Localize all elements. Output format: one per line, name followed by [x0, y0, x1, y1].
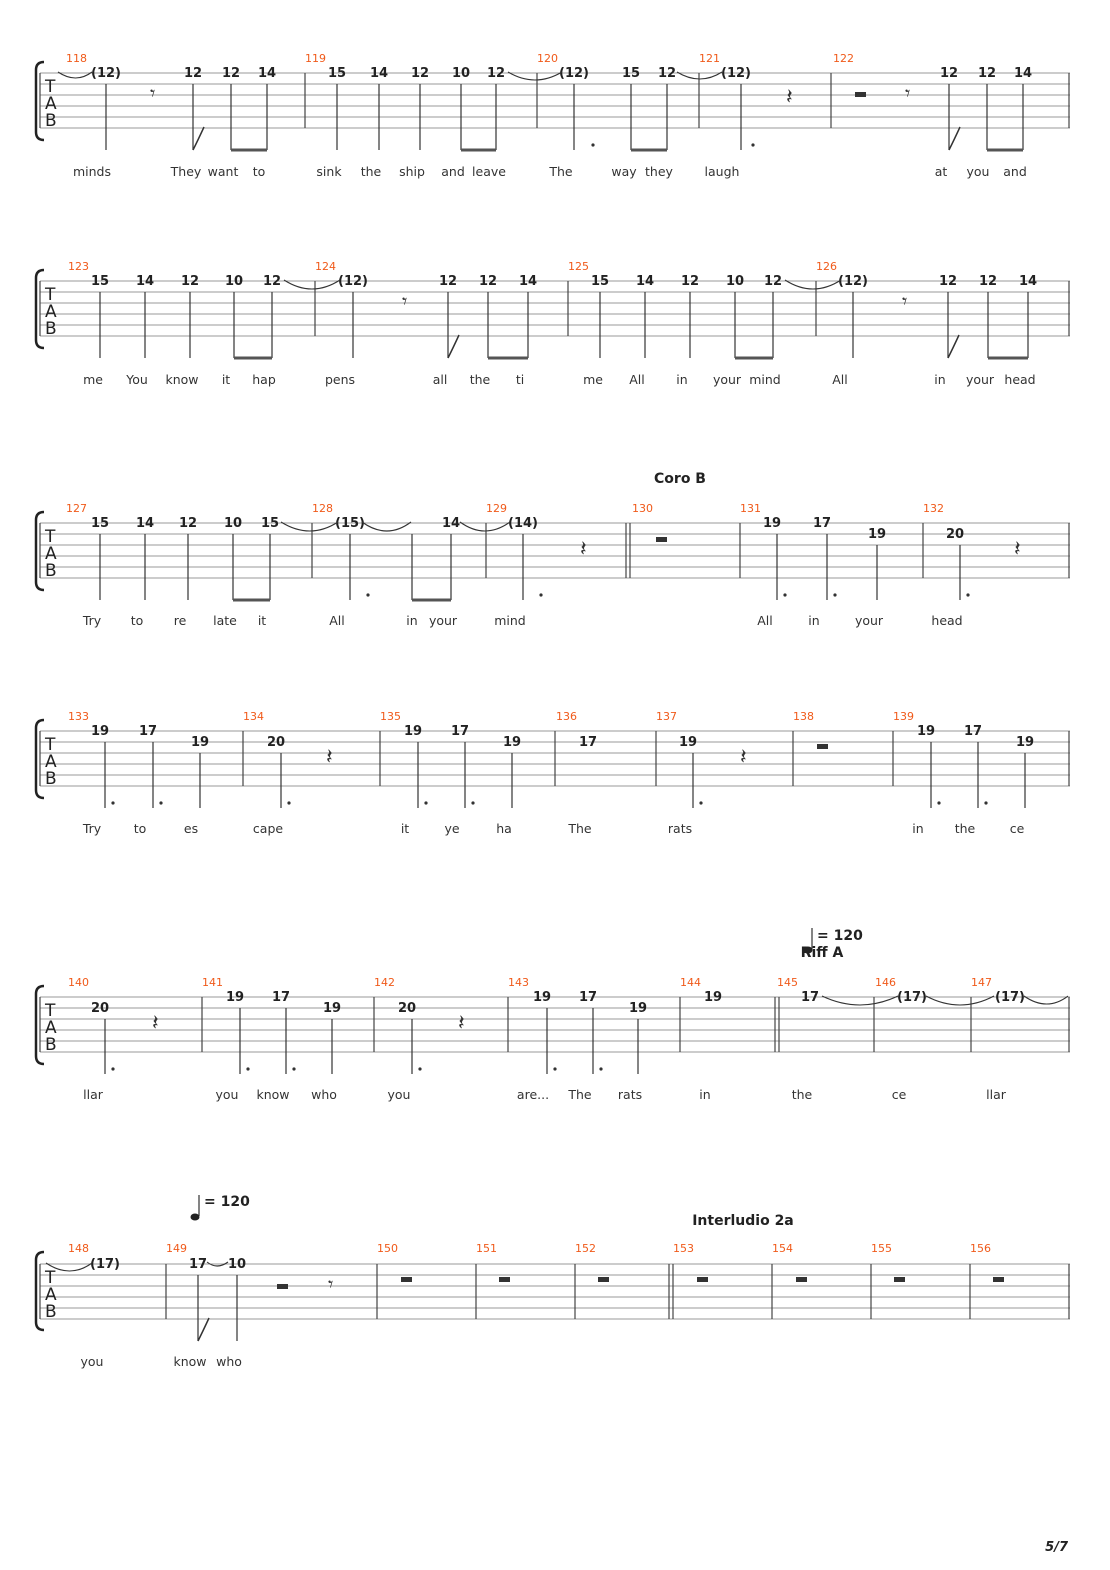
quarter-rest: 𝄽	[152, 1011, 159, 1036]
lyric: laugh	[704, 164, 740, 179]
lyric: late	[213, 613, 237, 628]
lyric: know	[165, 372, 199, 387]
tab-clef-a: A	[45, 94, 57, 114]
bar-number: 130	[632, 502, 653, 515]
fret-number: 12	[486, 66, 506, 81]
fret-number: 20	[90, 1001, 110, 1016]
bar-number: 140	[68, 976, 89, 989]
lyric: you	[215, 1087, 239, 1102]
lyric: Try	[82, 613, 102, 628]
tab-system	[36, 1194, 1070, 1369]
fret-number: 20	[397, 1001, 417, 1016]
fret-number: 14	[135, 516, 155, 531]
lyric: you	[387, 1087, 411, 1102]
bar-number: 129	[486, 502, 507, 515]
lyric: ye	[444, 821, 460, 836]
fret-number: 15	[621, 66, 641, 81]
fret-number: (17)	[897, 990, 927, 1005]
quarter-note-icon	[191, 1214, 200, 1221]
whole-rest	[817, 744, 828, 749]
fret-number: 19	[678, 735, 698, 750]
tab-clef-b: B	[45, 1035, 57, 1055]
lyric: es	[183, 821, 199, 836]
fret-number: 17	[963, 724, 983, 739]
lyric: to	[252, 164, 266, 179]
whole-rest	[401, 1277, 412, 1282]
bar-number: 135	[380, 710, 401, 723]
eighth-rest: 𝄾	[328, 1272, 334, 1296]
lyric: re	[173, 613, 187, 628]
lyric: it	[400, 821, 410, 836]
lyric: in	[808, 613, 820, 628]
fret-number: 19	[322, 1001, 342, 1016]
fret-number: (17)	[90, 1257, 120, 1272]
bar-number: 149	[166, 1242, 187, 1255]
fret-number: 17	[188, 1257, 208, 1272]
bar-number: 121	[699, 52, 720, 65]
tab-staff-lines	[40, 997, 1070, 1052]
fret-number: 12	[438, 274, 458, 289]
bar-number: 156	[970, 1242, 991, 1255]
bar-number: 136	[556, 710, 577, 723]
fret-number: 19	[502, 735, 522, 750]
lyric: minds	[72, 164, 112, 179]
bar-number: 147	[971, 976, 992, 989]
fret-number: 12	[221, 66, 241, 81]
bar-number: 141	[202, 976, 223, 989]
quarter-rest: 𝄽	[580, 537, 587, 562]
quarter-rest: 𝄽	[458, 1011, 465, 1036]
fret-number: 17	[271, 990, 291, 1005]
lyric: The	[549, 164, 573, 179]
bar-number: 124	[315, 260, 336, 273]
lyric: the	[360, 164, 382, 179]
fret-number: 20	[266, 735, 286, 750]
lyric: You	[126, 372, 148, 387]
eighth-rest: 𝄾	[402, 289, 408, 313]
tab-clef-b: B	[45, 319, 57, 339]
lyric: and	[441, 164, 465, 179]
fret-number: 12	[180, 274, 200, 289]
bar-number: 153	[673, 1242, 694, 1255]
whole-rest	[796, 1277, 807, 1282]
bar-number: 127	[66, 502, 87, 515]
fret-number: (12)	[91, 66, 121, 81]
bar-number: 132	[923, 502, 944, 515]
tab-clef-a: A	[45, 544, 57, 564]
lyric: All	[757, 613, 773, 628]
bar-number: 118	[66, 52, 87, 65]
lyric: mind	[494, 613, 526, 628]
tab-system	[36, 260, 1070, 387]
bar-number: 134	[243, 710, 264, 723]
bar-number: 133	[68, 710, 89, 723]
lyric: way	[611, 164, 637, 179]
fret-number: (12)	[721, 66, 751, 81]
fret-number: 10	[451, 66, 471, 81]
lyric: in	[676, 372, 688, 387]
tab-system	[36, 52, 1070, 179]
tab-clef-t: T	[45, 77, 56, 97]
bar-number: 152	[575, 1242, 596, 1255]
bar-number: 151	[476, 1242, 497, 1255]
fret-number: (17)	[995, 990, 1025, 1005]
bar-number: 145	[777, 976, 798, 989]
lyric: know	[256, 1087, 290, 1102]
lyric: rats	[667, 821, 693, 836]
tab-clef-b: B	[45, 769, 57, 789]
bar-number: 126	[816, 260, 837, 273]
tab-system	[36, 928, 1070, 1102]
bar-number: 122	[833, 52, 854, 65]
lyric: it	[257, 613, 267, 628]
fret-number: 14	[257, 66, 277, 81]
bar-number: 148	[68, 1242, 89, 1255]
fret-number: 14	[635, 274, 655, 289]
fret-number: (15)	[335, 516, 365, 531]
tab-clef-a: A	[45, 752, 57, 772]
lyric: ce	[1009, 821, 1025, 836]
bar-number: 142	[374, 976, 395, 989]
bar-number: 138	[793, 710, 814, 723]
fret-number: 12	[410, 66, 430, 81]
tab-clef-t: T	[45, 1268, 56, 1288]
fret-number: 12	[657, 66, 677, 81]
lyric: all	[432, 372, 448, 387]
lyric: me	[583, 372, 603, 387]
section-label: Riff A	[800, 945, 844, 961]
lyric: pens	[324, 372, 356, 387]
bar-number: 120	[537, 52, 558, 65]
fret-number: 12	[178, 516, 198, 531]
lyric: in	[406, 613, 418, 628]
section-label: Interludio 2a	[692, 1213, 794, 1229]
tab-staff-lines	[40, 73, 1070, 128]
lyric: your	[965, 372, 995, 387]
lyric: ti	[515, 372, 525, 387]
fret-number: 14	[1018, 274, 1038, 289]
half-rest	[277, 1284, 288, 1289]
lyric: The	[568, 1087, 592, 1102]
half-rest	[855, 92, 866, 97]
whole-rest	[894, 1277, 905, 1282]
fret-number: (14)	[508, 516, 538, 531]
fret-number: 19	[867, 527, 887, 542]
tab-staff-lines	[40, 281, 1070, 336]
tab-system	[36, 710, 1070, 836]
bar-number: 119	[305, 52, 326, 65]
fret-number: 12	[478, 274, 498, 289]
bar-number: 137	[656, 710, 677, 723]
bar-number: 150	[377, 1242, 398, 1255]
lyric: in	[912, 821, 924, 836]
tempo-value: = 120	[817, 928, 863, 944]
lyric: me	[83, 372, 103, 387]
fret-number: 15	[590, 274, 610, 289]
fret-number: 17	[800, 990, 820, 1005]
lyric: ha	[496, 821, 512, 836]
half-rest	[656, 537, 667, 542]
fret-number: 12	[763, 274, 783, 289]
lyric: head	[931, 613, 963, 628]
fret-number: 15	[327, 66, 347, 81]
fret-number: 14	[369, 66, 389, 81]
lyric: it	[221, 372, 231, 387]
lyric: Try	[82, 821, 102, 836]
fret-number: 14	[441, 516, 461, 531]
lyric: the	[791, 1087, 813, 1102]
lyric: llar	[83, 1087, 103, 1102]
tab-clef-t: T	[45, 735, 56, 755]
section-label: Coro B	[654, 471, 706, 487]
tab-staff-lines	[40, 1264, 1070, 1319]
quarter-rest: 𝄽	[786, 85, 793, 110]
bar-number: 155	[871, 1242, 892, 1255]
fret-number: 12	[680, 274, 700, 289]
lyric: at	[934, 164, 948, 179]
fret-number: 15	[260, 516, 280, 531]
fret-number: 17	[578, 990, 598, 1005]
lyric: ship	[399, 164, 425, 179]
fret-number: 12	[938, 274, 958, 289]
tab-clef-b: B	[45, 111, 57, 131]
whole-rest	[499, 1277, 510, 1282]
fret-number: 19	[225, 990, 245, 1005]
fret-number: 10	[725, 274, 745, 289]
fret-number: 19	[628, 1001, 648, 1016]
lyric: rats	[617, 1087, 643, 1102]
lyric: The	[568, 821, 592, 836]
fret-number: 14	[518, 274, 538, 289]
fret-number: 10	[224, 274, 244, 289]
fret-number: 19	[916, 724, 936, 739]
tab-clef-t: T	[45, 1001, 56, 1021]
fret-number: 15	[90, 274, 110, 289]
fret-number: (12)	[338, 274, 368, 289]
fret-number: 12	[262, 274, 282, 289]
eighth-rest: 𝄾	[905, 81, 911, 105]
fret-number: 19	[532, 990, 552, 1005]
bar-number: 144	[680, 976, 701, 989]
lyric: your	[712, 372, 742, 387]
fret-number: 19	[703, 990, 723, 1005]
fret-number: 17	[812, 516, 832, 531]
tab-clef-b: B	[45, 561, 57, 581]
lyric: All	[832, 372, 848, 387]
tab-system	[36, 471, 1070, 628]
lyric: cape	[252, 821, 284, 836]
whole-rest	[993, 1277, 1004, 1282]
fret-number: 19	[762, 516, 782, 531]
tab-clef-a: A	[45, 1018, 57, 1038]
lyric: All	[629, 372, 645, 387]
fret-number: 19	[90, 724, 110, 739]
fret-number: 12	[183, 66, 203, 81]
lyric: want	[207, 164, 239, 179]
lyric: All	[329, 613, 345, 628]
lyric: the	[954, 821, 976, 836]
lyric: in	[934, 372, 946, 387]
bar-number: 154	[772, 1242, 793, 1255]
fret-number: 10	[227, 1257, 247, 1272]
lyric: your	[428, 613, 458, 628]
quarter-rest: 𝄽	[1014, 537, 1021, 562]
tab-staff-lines	[40, 523, 1070, 578]
whole-rest	[598, 1277, 609, 1282]
bar-number: 125	[568, 260, 589, 273]
tempo-marking	[191, 1194, 251, 1221]
lyric: who	[216, 1354, 242, 1369]
fret-number: 20	[945, 527, 965, 542]
fret-number: 17	[450, 724, 470, 739]
tab-clef-a: A	[45, 302, 57, 322]
lyric: They	[170, 164, 202, 179]
lyric: your	[854, 613, 884, 628]
eighth-rest: 𝄾	[902, 289, 908, 313]
fret-number: 12	[978, 274, 998, 289]
lyric: and	[1003, 164, 1027, 179]
lyric: llar	[986, 1087, 1006, 1102]
lyric: they	[645, 164, 673, 179]
fret-number: 15	[90, 516, 110, 531]
fret-number: 14	[1013, 66, 1033, 81]
page-number: 5/7	[1045, 1540, 1068, 1555]
lyric: mind	[749, 372, 781, 387]
lyric: sink	[316, 164, 342, 179]
quarter-rest: 𝄽	[326, 745, 333, 770]
bar-number: 146	[875, 976, 896, 989]
fret-number: 14	[135, 274, 155, 289]
eighth-rest: 𝄾	[150, 81, 156, 105]
lyric: you	[966, 164, 990, 179]
lyric: who	[311, 1087, 337, 1102]
tab-clef-a: A	[45, 1285, 57, 1305]
lyric: the	[469, 372, 491, 387]
bar-number: 143	[508, 976, 529, 989]
fret-number: 12	[939, 66, 959, 81]
lyric: head	[1004, 372, 1036, 387]
lyric: ce	[891, 1087, 907, 1102]
whole-rest	[697, 1277, 708, 1282]
bar-number: 139	[893, 710, 914, 723]
lyric: are...	[516, 1087, 550, 1102]
fret-number: 12	[977, 66, 997, 81]
fret-number: 17	[138, 724, 158, 739]
tab-clef-b: B	[45, 1302, 57, 1322]
lyric: leave	[472, 164, 506, 179]
tab-clef-t: T	[45, 285, 56, 305]
quarter-rest: 𝄽	[740, 745, 747, 770]
lyric: hap	[252, 372, 276, 387]
lyric: in	[699, 1087, 711, 1102]
fret-number: (12)	[559, 66, 589, 81]
bar-number: 128	[312, 502, 333, 515]
tab-clef-t: T	[45, 527, 56, 547]
fret-number: 17	[578, 735, 598, 750]
fret-number: 19	[190, 735, 210, 750]
tempo-value: = 120	[204, 1194, 250, 1210]
fret-number: 19	[403, 724, 423, 739]
fret-number: 19	[1015, 735, 1035, 750]
fret-number: 10	[223, 516, 243, 531]
lyric: to	[133, 821, 147, 836]
fret-number: (12)	[838, 274, 868, 289]
bar-number: 123	[68, 260, 89, 273]
bar-number: 131	[740, 502, 761, 515]
lyric: you	[80, 1354, 104, 1369]
lyric: to	[130, 613, 144, 628]
lyric: know	[173, 1354, 207, 1369]
